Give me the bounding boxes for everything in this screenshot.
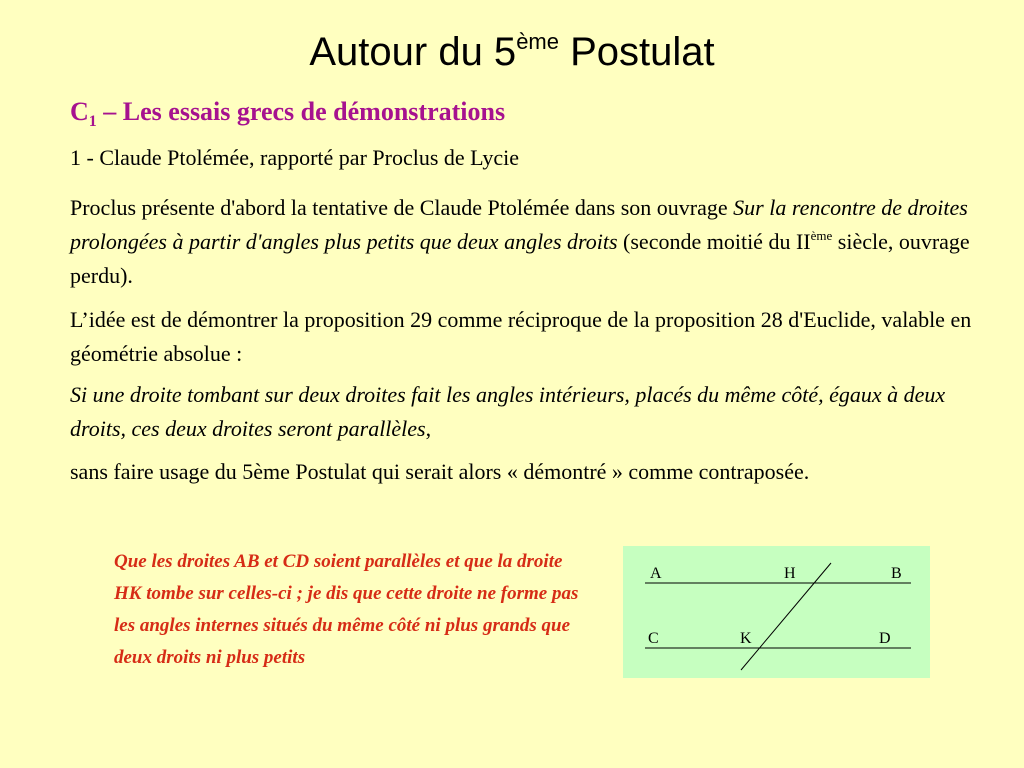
paragraph-proclus (70, 191, 980, 293)
section-heading (70, 96, 505, 128)
label-a: A (650, 565, 662, 582)
paragraph-idea: L’idée est de démontrer la proposition 29 comme réciproque de la proposition 28 d'Euclide, valable en géométrie absolue : (70, 307, 972, 366)
para1-text-a: Proclus présente d'abord la tentative de Claude Ptolémée dans son ouvrage (70, 195, 734, 220)
proposition-statement (70, 378, 980, 446)
label-c: C (648, 630, 659, 647)
figure-svg (623, 546, 930, 678)
proposition-comma: , (425, 416, 432, 441)
title-superscript: ème (516, 29, 559, 54)
paragraph-conclusion: sans faire usage du 5ème Postulat qui serait alors « démontré » comme contraposée. (70, 459, 810, 484)
label-b: B (891, 565, 902, 582)
para1-text-b: (seconde moitié du II (617, 229, 811, 254)
proposition-text: Si une droite tombant sur deux droites fait les angles intérieurs, placés du même côté, égaux à deux droits, ces deux droites seront parallèles (70, 382, 946, 441)
section-subscript: 1 (88, 113, 97, 130)
slide-title (0, 28, 1024, 76)
proclus-quote: Que les droites AB et CD soient parallèles et que la droite HK tombe sur celles-ci ; je dis que cette droite ne forme pas les angles internes situés du même côté ni plus grands que deux droits ni plus petits (114, 551, 579, 668)
label-h: H (784, 565, 796, 582)
para1-text-c: siècle, ouvrage perdu). (70, 229, 970, 288)
section-title: – Les essais grecs de démonstrations (96, 97, 506, 126)
section-letter: C (70, 97, 89, 126)
parallel-lines-figure (623, 546, 930, 678)
label-d: D (879, 630, 891, 647)
century-superscript: ème (810, 228, 833, 243)
label-k: K (740, 630, 752, 647)
book-title: Sur la rencontre de droites prolongées à partir d'angles plus petits que deux angles droits (70, 195, 968, 254)
title-tail: Postulat (558, 30, 715, 74)
title-text: Autour du 5 (309, 30, 517, 74)
source-line: 1 - Claude Ptolémée, rapporté par Proclus de Lycie (70, 145, 520, 170)
